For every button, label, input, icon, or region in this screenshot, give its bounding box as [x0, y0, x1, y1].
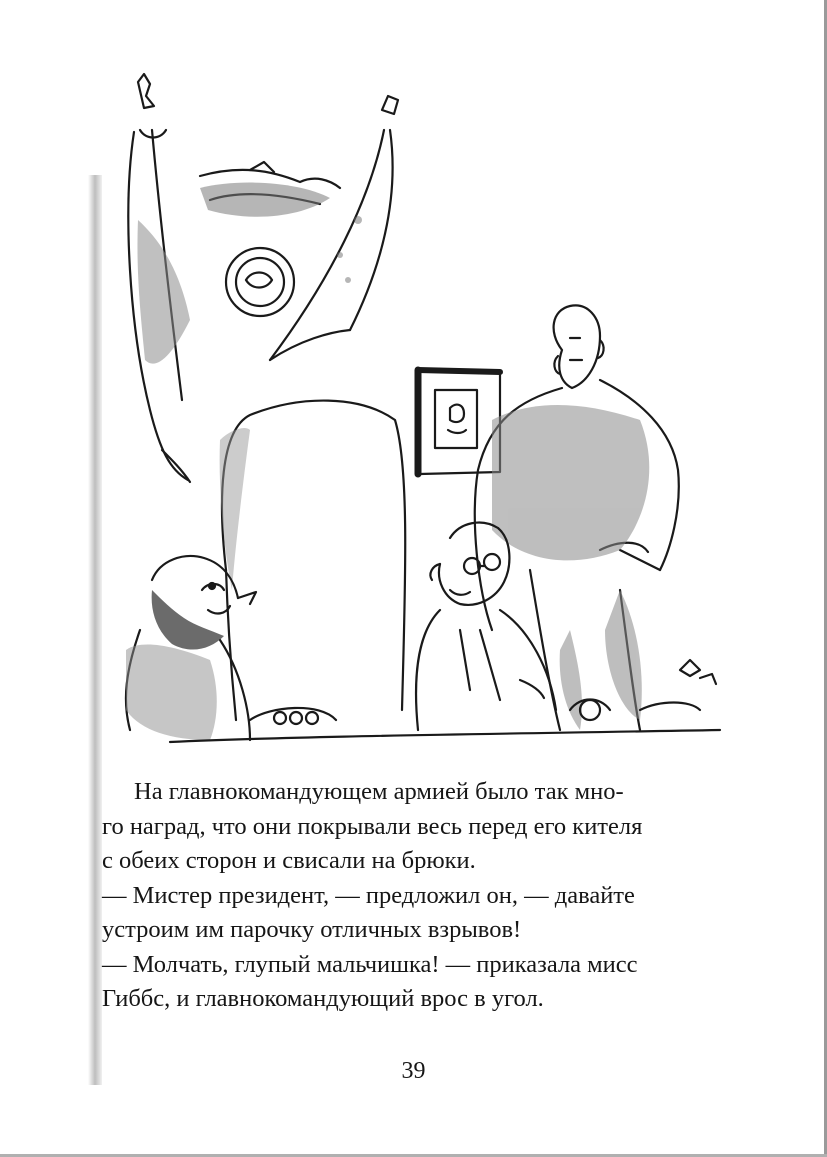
text-line: На главнокомандующем армией было так мно- [134, 778, 624, 805]
ink-sketch-illustration [100, 70, 740, 750]
page-number: 39 [401, 1058, 426, 1084]
picture-frame [418, 370, 500, 474]
text-line: — Молчать, глупый мальчишка! — приказала мисс [102, 950, 638, 978]
tall-chair [222, 401, 405, 720]
body-text [96, 775, 736, 1017]
text-line: — Мистер президент, — предложил он, — давайте [102, 881, 635, 909]
text-line: устроим им парочку отличных взрывов! [102, 916, 522, 943]
text-line: с обеих сторон и свисали на брюки. [102, 847, 476, 874]
round-seal [226, 248, 294, 316]
right-flag [270, 96, 398, 360]
text-line: Гиббс, и главнокомандующий врос в угол. [102, 985, 544, 1012]
text-line: го наград, что они покрывали весь перед его кителя [102, 812, 643, 840]
